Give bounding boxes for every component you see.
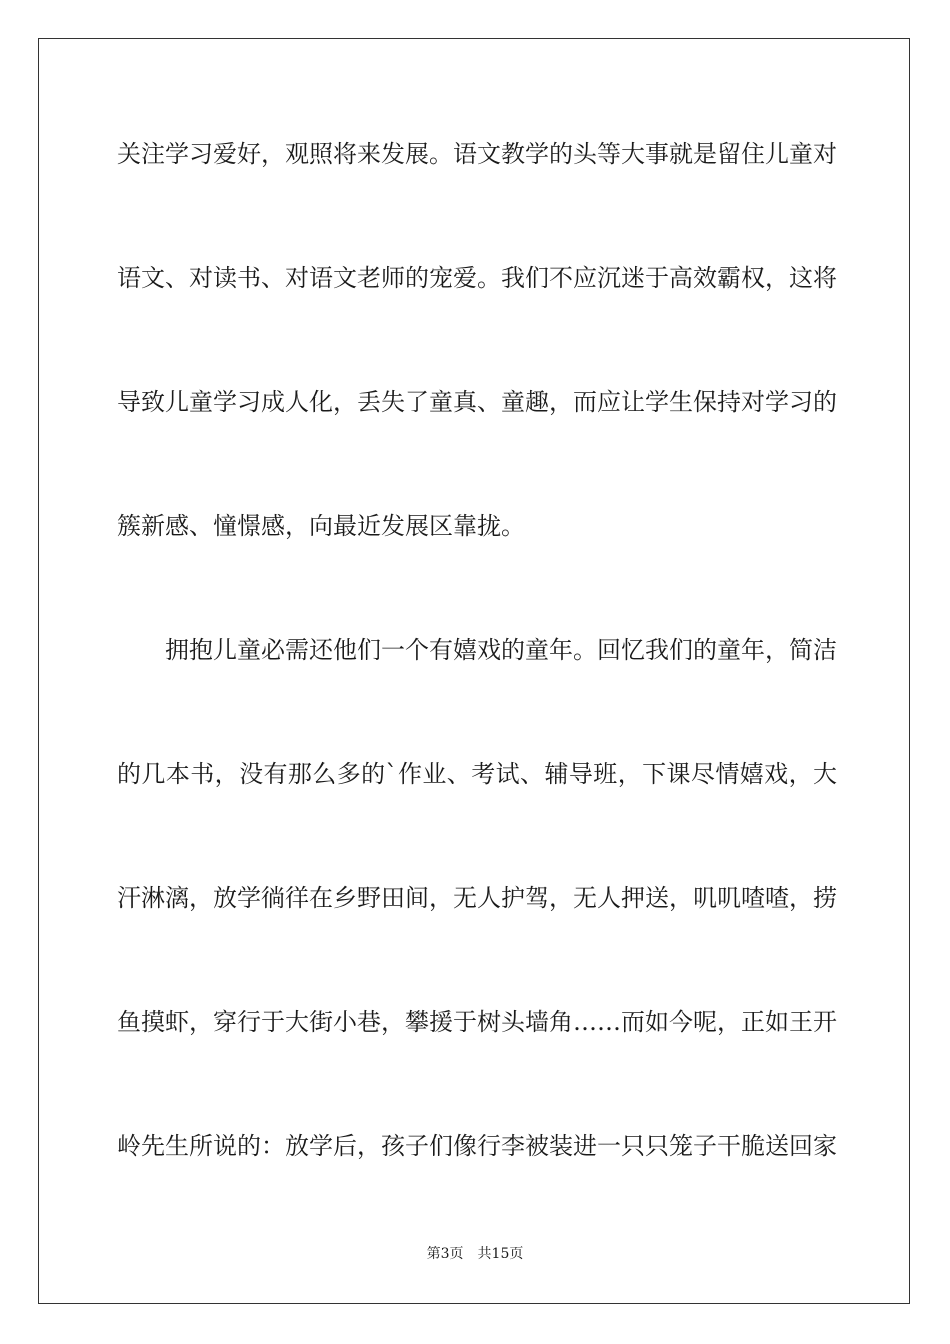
page-frame bbox=[38, 38, 910, 1304]
paragraph-2-line-1: 拥抱儿童必需还他们一个有嬉戏的童年。回忆我们的童年，简洁 bbox=[165, 636, 837, 664]
paragraph-2-line-5: 岭先生所说的：放学后，孩子们像行李被装进一只只笼子干脆送回家 bbox=[117, 1132, 837, 1160]
paragraph-1-line-4: 簇新感、憧憬感，向最近发展区靠拢。 bbox=[117, 512, 525, 540]
page-total: 共15页 bbox=[477, 1246, 524, 1262]
paragraph-2-line-4: 鱼摸虾，穿行于大街小巷，攀援于树头墙角……而如今呢，正如王开 bbox=[117, 1008, 837, 1036]
paragraph-1-line-3: 导致儿童学习成人化，丢失了童真、童趣，而应让学生保持对学习的 bbox=[117, 388, 837, 416]
page-footer bbox=[0, 1244, 950, 1264]
page-number: 第3页 bbox=[426, 1246, 464, 1262]
paragraph-1-line-2: 语文、对读书、对语文老师的宠爱。我们不应沉迷于高效霸权，这将 bbox=[117, 264, 837, 292]
paragraph-1-line-1: 关注学习爱好，观照将来发展。语文教学的头等大事就是留住儿童对 bbox=[117, 140, 837, 168]
paragraph-2-line-2: 的几本书，没有那么多的`作业、考试、辅导班，下课尽情嬉戏，大 bbox=[117, 760, 837, 788]
paragraph-2-line-3: 汗淋漓，放学徜徉在乡野田间，无人护驾，无人押送，叽叽喳喳，捞 bbox=[117, 884, 837, 912]
